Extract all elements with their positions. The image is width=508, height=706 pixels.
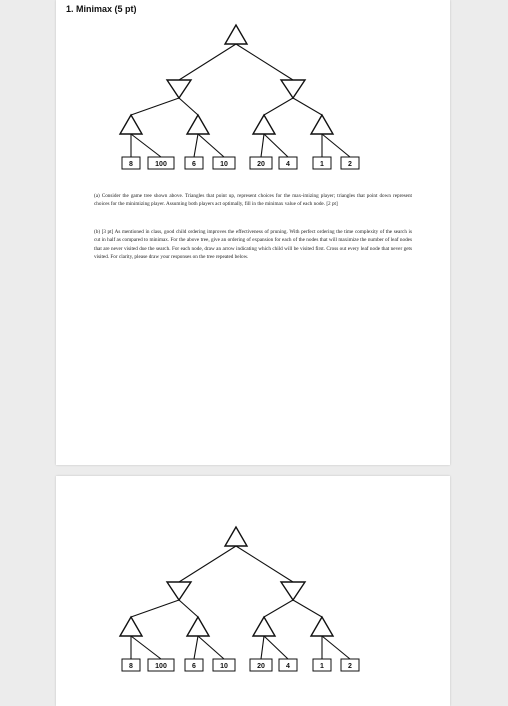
leaf-value: 6 [192,663,196,670]
part-b-text: (b) [3 pt] As mentioned in class, good child ordering improves the effectiveness of pruning. With perfect ordering the time complexity of the search is cut in half as compared to minimax. For the above tree, give an ordering of expansion for each of the nodes that will maximize the number of leaf nodes that are never visited due the search. For each node, draw an arrow indicating which child will be visited first. Cross out every leaf node that never gets visited. For clarity, please draw your responses on the tree repeated below. [94,229,412,260]
leaf-value: 8 [129,663,133,670]
leaf-value: 4 [286,161,290,168]
max-node-2 [187,617,209,636]
min-node-1 [167,80,191,98]
tree-edge [179,98,198,115]
max-root-node [225,527,247,546]
tree-edge [293,600,322,617]
part-a-text: (a) Consider the game tree shown above. Triangles that point up, represent choices for the max-imizing player; triangles that point down represent choices for the minimizing player. Assuming both players act optimally, fill in the minimax value of each node. [2 pt] [94,193,412,208]
tree-edge [264,98,293,115]
tree-edge [131,134,161,157]
max-node-1 [120,115,142,134]
leaf-value: 2 [348,663,352,670]
max-node-2 [187,115,209,134]
leaf-value: 100 [155,663,167,670]
tree-edge [261,636,264,659]
tree-edge [264,636,288,659]
max-node-3 [253,617,275,636]
tree-edge [179,546,236,582]
tree-edge [264,600,293,617]
min-node-1 [167,582,191,600]
tree-edge [236,546,293,582]
tree-edge [261,134,264,157]
leaf-value: 4 [286,663,290,670]
max-node-3 [253,115,275,134]
game-tree [56,18,450,178]
tree-edge [293,98,322,115]
leaf-value: 2 [348,161,352,168]
leaf-value: 10 [220,663,228,670]
question-heading: 1. Minimax (5 pt) [66,4,137,14]
tree-edge [322,636,350,659]
tree-edge [198,636,224,659]
page-1 [56,0,450,465]
leaf-value: 100 [155,161,167,168]
leaf-value: 1 [320,161,324,168]
max-root-node [225,25,247,44]
tree-edge [131,600,179,617]
tree-edge [179,600,198,617]
tree-edge [131,98,179,115]
min-node-2 [281,80,305,98]
tree-edge [179,44,236,80]
max-node-1 [120,617,142,636]
leaf-value: 8 [129,161,133,168]
tree-edge [322,134,350,157]
tree-edge [194,636,198,659]
max-node-4 [311,617,333,636]
max-node-4 [311,115,333,134]
tree-edge [198,134,224,157]
game-tree-repeat [56,520,450,680]
min-node-2 [281,582,305,600]
page-2 [56,476,450,706]
leaf-value: 1 [320,663,324,670]
leaf-value: 20 [257,663,265,670]
tree-edge [194,134,198,157]
tree-edge [264,134,288,157]
leaf-value: 10 [220,161,228,168]
tree-edge [236,44,293,80]
leaf-value: 6 [192,161,196,168]
leaf-value: 20 [257,161,265,168]
tree-edge [131,636,161,659]
